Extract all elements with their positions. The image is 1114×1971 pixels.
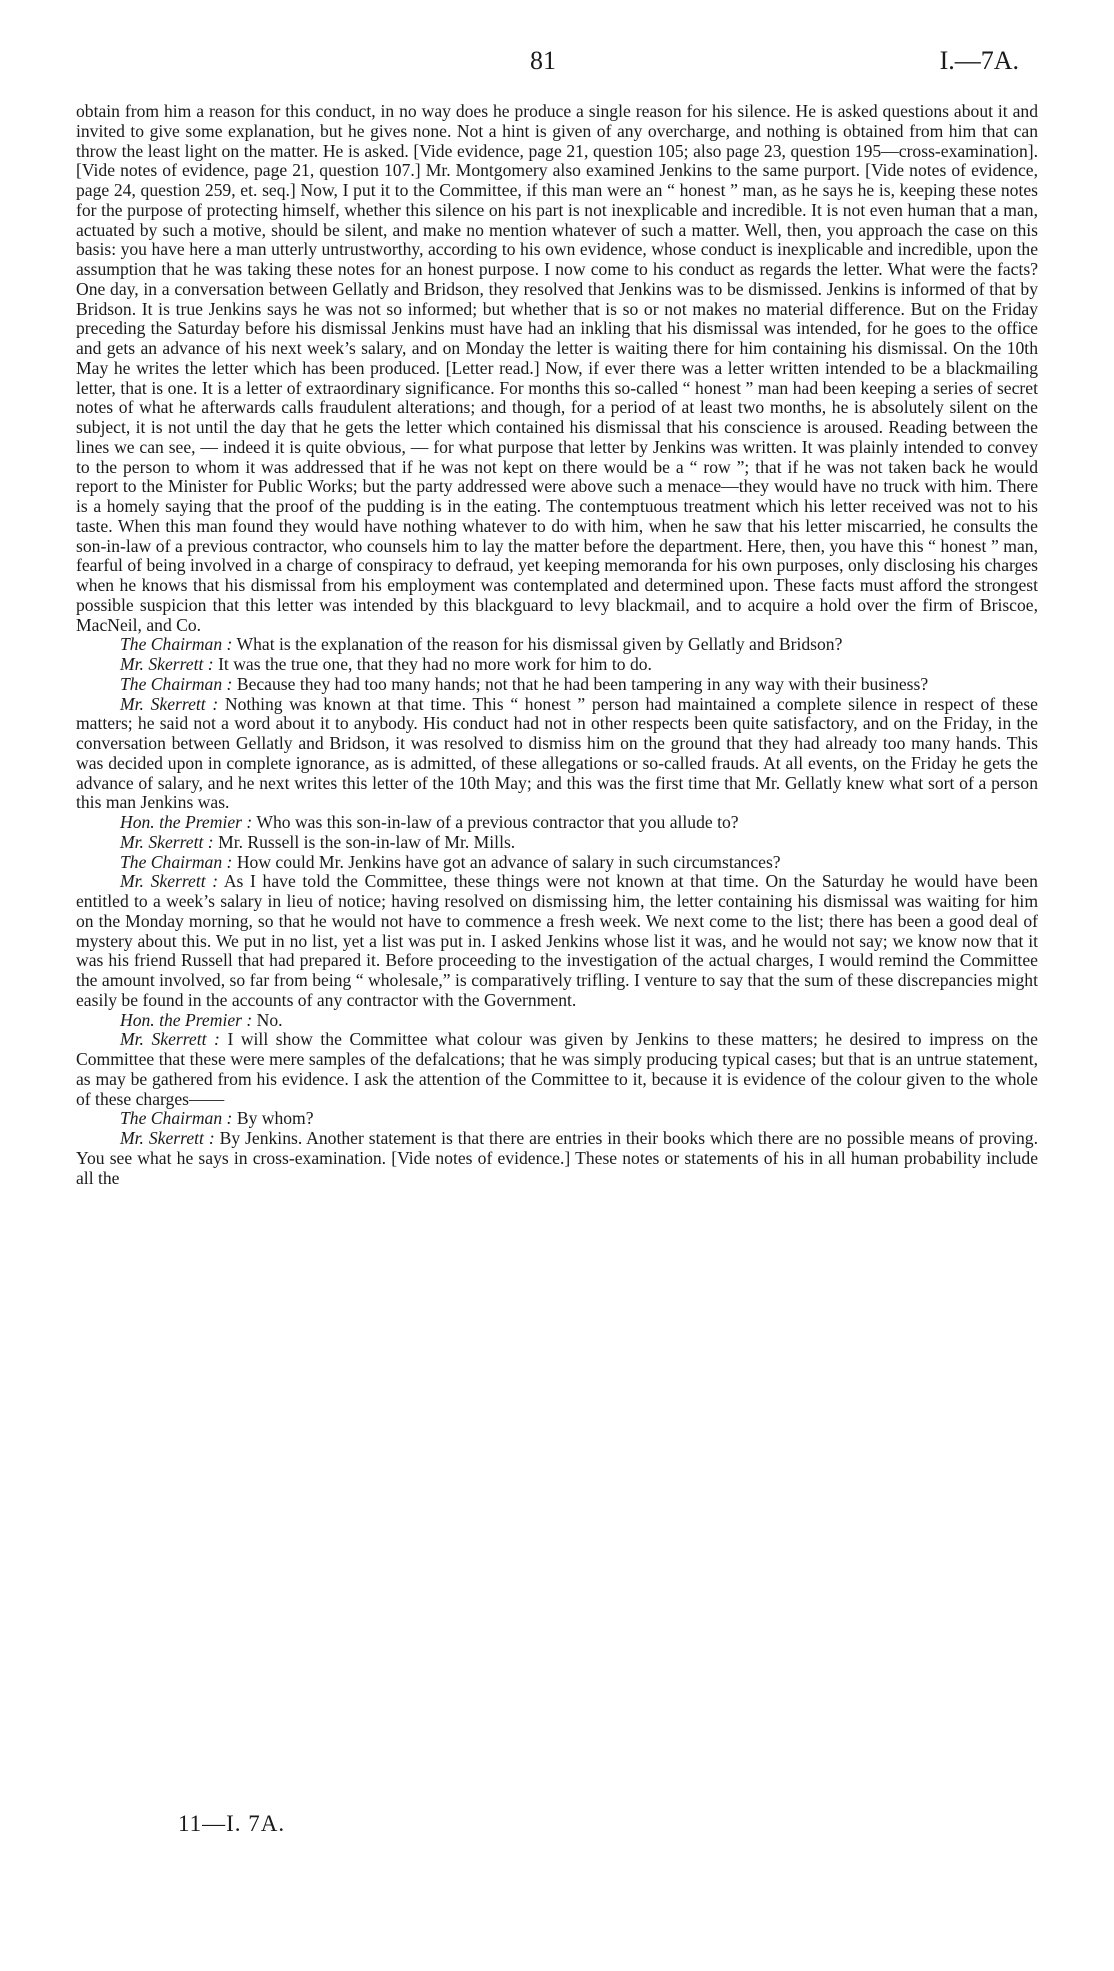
page-number: 81 xyxy=(530,46,556,75)
speaker-label: Mr. Skerrett : xyxy=(120,1128,215,1148)
speech-text: It was the true one, that they had no more work for him to do. xyxy=(218,654,652,674)
speech-paragraph xyxy=(76,833,1038,853)
speaker-label: Hon. the Premier : xyxy=(120,1009,253,1030)
speech-paragraph xyxy=(76,813,1038,833)
speech-text: Because they had too many hands; not that he had been tampering in any way with their business? xyxy=(236,673,929,694)
speech-text: Nothing was known at that time. This “ honest ” person had maintained a complete silence in respect of these matters; he said not a word about it to anybody. His conduct had not in other respects been quite satisfactory, and on the Friday, in the conversation between Gellatly and Bridson, it was resolved to dismiss him on the ground that they had already too many hands. This was decided upon in complete ignorance, as is admitted, of these allegations or so-called frauds. At all events, on the Friday he gets the advance of salary, and he next writes this letter of the 10th May; and this was the first time that Mr. Gellatly knew what sort of a person this man Jenkins was. xyxy=(76,693,1038,813)
speaker-label: Hon. the Premier : xyxy=(120,812,253,832)
speech-text: No. xyxy=(256,1009,283,1030)
speech-paragraph xyxy=(76,1109,1038,1129)
speaker-label: The Chairman : xyxy=(120,673,233,694)
body-text xyxy=(76,102,1038,1188)
document-reference: I.—7A. xyxy=(939,46,1019,75)
speech-text: What is the explanation of the reason for his dismissal given by Gellatly and Bridson? xyxy=(236,634,843,655)
speech-paragraph xyxy=(76,635,1038,655)
speaker-label: Mr. Skerrett : xyxy=(120,831,214,852)
speech-paragraph xyxy=(76,1011,1038,1031)
speaker-label: The Chairman : xyxy=(120,1108,233,1129)
speaker-label: Mr. Skerrett : xyxy=(120,693,219,714)
paragraph-text: obtain from him a reason for this conduct, in no way does he produce a single reason for his silence. He is asked questions about it and invited to give some explanation, but he gives none. Not a hint is given of any overcharge, and nothing is obtained from him that can throw the least light on the matter. He is asked. [Vide evidence, page 21, question 105; also page 23, question 195—cross-examination]. [Vide notes of evidence, page 21, question 107.] Mr. Montgomery also examined Jenkins to the same purport. [Vide notes of evidence, page 24, question 259, et. seq.] Now, I put it to the Committee, if this man were an “ honest ” man, as he says he is, keeping these notes for the purpose of protecting himself, whether this silence on his part is not inexplicable and incredible. It is not even human that a man, actuated by such a motive, should be silent, and make no mention whatever of such a matter. Well, then, you approach the case on this basis: you have here a man utterly untrustworthy, according to his own evidence, whose conduct is inexplicable and incredible, upon the assumption that he was taking these notes for an honest purpose. I now come to his conduct as regards the letter. What were the facts? One day, in a conversation between Gellatly and Bridson, they resolved that Jenkins was to be dismissed. Jenkins is informed of that by Bridson. It is true Jenkins says he was not so informed; but whether that is so or not makes no material difference. But on the Friday preceding the Saturday before his dismissal Jenkins must have had an inkling that his dismissal was intended, for he goes to the office and gets an advance of his next week’s salary, and on Monday the letter is waiting there for him containing his dismissal. On the 10th May he writes the letter which has been produced. [Letter read.] Now, if ever there was a letter written intended to be a blackmailing letter, that is one. It is a letter of extraordinary significance. For months this so-called “ honest ” man had been keeping a series of secret notes of what he afterwards calls fraudulent alterations; and though, for a period of at least two months, he is absolutely silent on the subject, it is not until the day that he gets the letter which contained his dismissal that his conscience is aroused. Reading between the lines we can see, — indeed it is quite obvious, — for what purpose that letter by Jenkins was written. It was plainly intended to convey to the person to whom it was addressed that if he was not kept on there would be a “ row ”; that if he was not taken back he would report to the Minister for Public Works; but the party addressed were above such a menace—they would have no truck with him. There is a homely saying that the proof of the pudding is in the eating. The contemptuous treatment which his letter received was not to his taste. When this man found they would have nothing whatever to do with him, when he saw that his letter miscarried, he consults the son-in-law of a previous contractor, who counsels him to lay the matter before the department. Here, then, you have this “ honest ” man, fearful of being involved in a charge of conspiracy to defraud, yet keeping memoranda for his own purposes, only disclosing his charges when he knows that his dismissal from his employment was contemplated and determined upon. These facts must afford the strongest possible suspicion that this letter was intended by this blackguard to levy blackmail, and to acquire a hold over the firm of Briscoe, MacNeil, and Co. xyxy=(76,101,1038,635)
speaker-label: Mr. Skerrett : xyxy=(120,871,219,892)
speaker-label: Mr. Skerrett : xyxy=(120,1029,220,1050)
speech-paragraph xyxy=(76,655,1038,675)
speech-paragraph xyxy=(76,695,1038,814)
speaker-label: The Chairman : xyxy=(120,634,233,655)
speech-text: I will show the Committee what colour was given by Jenkins to these matters; he desired to impress on the Committee that these were mere samples of the defalcations; that he was simply producing typical cases; but that is an untrue statement, as may be gathered from his evidence. I ask the attention of the Committee to it, because it is evidence of the colour given to the whole of these charges—— xyxy=(76,1029,1038,1109)
speech-paragraph xyxy=(76,872,1038,1010)
speech-paragraph xyxy=(76,853,1038,873)
speech-paragraph xyxy=(76,1030,1038,1109)
page-header xyxy=(0,46,1114,86)
speech-text: Who was this son-in-law of a previous contractor that you allude to? xyxy=(256,812,739,832)
speech-text: As I have told the Committee, these things were not known at that time. On the Saturday he would have been entitled to a week’s salary in lieu of notice; having resolved on dismissing him, the letter containing his dismissal was waiting for him on the Monday morning, so that he would not have to commence a fresh week. We next come to the list; there has been a good deal of mystery about this. We put in no list, yet a list was put in. I asked Jenkins whose list it was, and he would not say; we know now that it was his friend Russell that had prepared it. Before proceeding to the investigation of the actual charges, I would remind the Committee the amount involved, so far from being “ wholesale,” is comparatively trifling. I venture to say that the sum of these discrepancies might easily be found in the accounts of any contractor with the Government. xyxy=(76,871,1038,1010)
signature-mark: 11—I. 7A. xyxy=(178,1811,286,1836)
speech-text: Mr. Russell is the son-in-law of Mr. Mills. xyxy=(218,831,516,852)
speech-paragraph xyxy=(76,1129,1038,1188)
speech-text: By whom? xyxy=(236,1108,314,1129)
speech-paragraph xyxy=(76,675,1038,695)
speaker-label: The Chairman : xyxy=(120,851,233,872)
speech-text: By Jenkins. Another statement is that there are entries in their books which there are no possible means of proving. You see what he says in cross-examination. [Vide notes of evidence.] These notes or statements of his in all human probability include all the xyxy=(76,1128,1039,1188)
speaker-label: Mr. Skerrett : xyxy=(120,654,214,674)
speech-text: How could Mr. Jenkins have got an advance of salary in such circumstances? xyxy=(236,851,781,872)
paragraph-opening xyxy=(76,102,1038,635)
